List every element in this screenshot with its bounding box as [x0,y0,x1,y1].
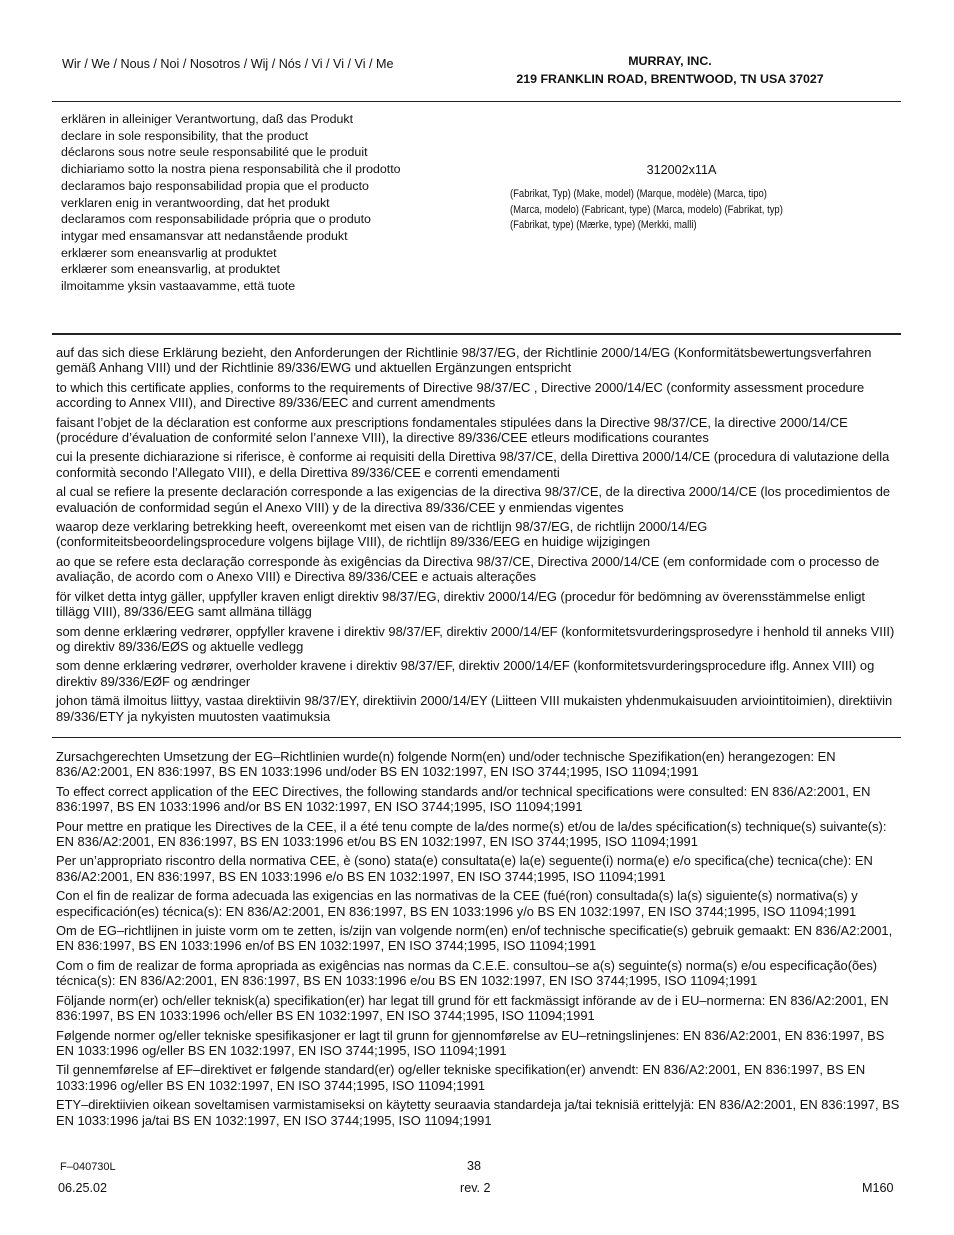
declaration-line: declare in sole responsibility, that the product [61,128,309,143]
conformity-paragraph: auf das sich diese Erklärung bezieht, den Anforderungen der Richtlinie 98/37/EG, der Richtlinie 2000/14/EG (Konformitätsbewertungsverfahren gemäß Anhang VIII) und der Richtlinie 89/336/EWG und aktuellen Ergänzungen entspricht [56,345,872,376]
section-divider [52,737,901,738]
declaration-line: declaramos bajo responsabilidad propia que el producto [61,178,369,193]
conformity-paragraph: ao que se refere esta declaração corresponde às exigências da Directiva 98/37/CE, Directiva 2000/14/CE (em conformidade com o processo de avaliação, de acordo com o Anexo VIII) e Directiva 89/336/CEE e actuais alterações [56,553,880,585]
standards-section [56,749,902,1132]
standards-paragraph: To effect correct application of the EEC Directives, the following standards and/or technical specifications were consulted: EN 836/A2:2001, EN 836:1997, BS EN 1033:1996 and/or BS EN 1032:1997, EN ISO 3744;1995, ISO 11094;1991 [56,783,871,815]
footer-model: M160 [862,1181,894,1195]
declaration-line: dichiariamo sotto la nostra piena responsabilità che il prodotto [61,162,401,177]
footer-revision: rev. 2 [460,1181,491,1195]
conformity-paragraph: som denne erklæring vedrører, oppfyller kravene i direktiv 98/37/EF, direktiv 2000/14/EF (konformitetsvurderingsprosedyre i henhold til anneks VIII) og direktiv 89/336/EØS og aktuelle vedlegg [56,623,895,654]
form-code: F–040730L [60,1161,116,1173]
conformity-paragraph: johon tämä ilmoitus liittyy, vastaa direktiivin 98/37/EY, direktiivin 2000/14/EY (Liitteen VIII mukaisten yhdenmukaisuuden arviointitoimien), direktiivin 89/336/ETY ja nykyisten muutosten vaatimuksia [56,693,893,724]
company-name: MURRAY, INC. [628,54,712,68]
model-label-line: (Fabrikat, type) (Mærke, type) (Merkki, malli) [510,219,697,231]
conformity-paragraph: cui la presente dichiarazione si riferisce, è conforme ai requisiti della Direttiva 98/37/CE, della Direttiva 2000/14/CE (procedura di valutazione della conformità secondo l’Allegato VIII), e della Direttiva 89/336/CEE e correnti emendamenti [56,449,890,480]
conformity-section [56,345,902,728]
header-divider [52,101,901,102]
model-labels [510,187,820,234]
standards-paragraph: Til gennemførelse af EF–direktivet er følgende standard(er) og/eller tekniske specifikation(er) anvendt: EN 836/A2:2001, EN 836:1997, BS EN 1033:1996 og/eller BS EN 1032:1997, EN ISO 3744;1995, ISO 11094;1991 [56,1062,866,1093]
standards-paragraph: ETY–direktiivien oikean soveltamisen varmistamiseksi on käytetty seuraavia standardeja ja/tai teknisiä erittelyjä: EN 836/A2:2001, EN 836:1997, BS EN 1033:1996 ja/tai BS EN 1032:1997, EN ISO 3744;1995, ISO 11094;1991 [56,1097,900,1128]
standards-paragraph: Følgende normer og/eller tekniske spesifikasjoner er lagt til grunn for gjennomførelse av EU–retningslinjenes: EN 836/A2:2001, EN 836:1997, BS EN 1033:1996 og/eller BS EN 1032:1997, EN ISO 3744;1995, ISO 11094;1991 [56,1027,885,1058]
conformity-paragraph: faisant l’objet de la déclaration est conforme aux prescriptions fondamentales stipulées dans la Directive 98/37/CE, la directive 2000/14/CE (procédure d’évaluation de conformité selon l’annexe VIII), la directive 89/336/CEE etleurs modifications courantes [56,414,848,446]
declaration-line: erklærer som eneansvarlig at produktet [61,245,277,260]
declaration-line: ilmoitamme yksin vastaavamme, että tuote [61,279,296,294]
footer-date: 06.25.02 [58,1181,108,1195]
standards-paragraph: Con el fin de realizar de forma adecuada las exigencias en las normativas de la CEE (fué(ron) consultada(s) la(s) siguiente(s) normativa(s) y especificación(es) técnica(s): EN 836/A2:2001, EN 836:1997, BS EN 1033:1996 y/o BS EN 1032:1997, EN ISO 3744;1995, ISO 11094;1991 [56,888,858,919]
section-divider-thick [52,333,901,335]
declaration-line: déclarons sous notre seule responsabilité que le produit [61,145,368,160]
model-label-line: (Marca, modelo) (Fabricant, type) (Marca, modelo) (Fabrikat, typ) [510,203,783,216]
conformity-paragraph: waarop deze verklaring betrekking heeft, overeenkomt met eisen van de richtlijn 98/37/EG, de richtlijn 2000/14/EG (conformiteitsbeoordelingsprocedure volgens bijlage VIII), de richtlijn 89/336/EEG en huidige wijzigingen [56,519,708,550]
declaration-line: verklaren enig in verantwoording, dat het produkt [61,195,330,210]
declaration-block [61,111,401,295]
company-address: 219 FRANKLIN ROAD, BRENTWOOD, TN USA 37027 [516,72,824,86]
conformity-paragraph: al cual se refiere la presente declaración corresponde a las exigencias de la directiva 98/37/CE, de la directiva 2000/14/CE (los procedimientos de evaluación de conformidad según el Anexo VIII) y de la directiva 89/336/CEE y enmiendas vigentes [56,484,891,515]
declaration-line: intygar med ensamansvar att nedanstående produkt [61,228,348,243]
model-label-line: (Fabrikat, Typ) (Make, model) (Marque, modèle) (Marca, tipo) [510,188,767,200]
conformity-paragraph: för vilket detta intyg gäller, uppfyller kraven enligt direktiv 98/37/EG, direktiv 2000/14/EG (procedur för bedömning av överensstämmelse enligt tillägg VIII), 89/336/EEG samt allmäna tillägg [56,588,865,620]
we-line: Wir / We / Nous / Noi / Nosotros / Wij / Nós / Vi / Vi / Vi / Me [62,57,394,71]
declaration-line: erklären in alleiniger Verantwortung, daß das Produkt [61,112,354,126]
standards-paragraph: Pour mettre en pratique les Directives de la CEE, il a été tenu compte de la/des norme(s) et/ou de la/des spécification(s) technique(s) suivante(s): EN 836/A2:2001, EN 836:1997, BS EN 1033:1996 et/ou BS EN 1032:1997, EN ISO 3744;1995, ISO 11094;1991 [56,818,887,850]
conformity-paragraph: som denne erklæring vedrører, overholder kravene i direktiv 98/37/EF, direktiv 2000/14/EF (konformitetsvurderingsprocedure iflg. Annex VIII) og direktiv 89/336/EØF og ændringer [56,658,875,689]
conformity-paragraph: to which this certificate applies, conforms to the requirements of Directive 98/37/EC , Directive 2000/14/EC (conformity assessment procedure according to Annex VIII), and Directive 89/336/EEC and current amendments [56,379,865,411]
declaration-line: erklærer som eneansvarlig, at produktet [61,262,281,277]
model-number: 312002x11A [646,163,717,177]
declaration-line: declaramos com responsabilidade própria que o produto [61,212,371,227]
standards-paragraph: Com o fim de realizar de forma apropriada as exigências nas normas da C.E.E. consultou–se a(s) seguinte(s) norma(s) e/ou especificação(ões) técnica(s): EN 836/A2:2001, EN 836:1997, BS EN 1033:1996 e/ou BS EN 1032:1997, EN ISO 3744;1995, ISO 11094;1991 [56,957,878,989]
standards-paragraph: Följande norm(er) och/eller teknisk(a) specifikation(er) har legat till grund för ett fackmässigt införande av de i EU–normerna: EN 836/A2:2001, EN 836:1997, BS EN 1033:1996 och/eller BS EN 1032:1997, EN ISO 3744;1995, ISO 11094;1991 [56,992,889,1024]
model-underline [510,181,853,182]
standards-paragraph: Per un’appropriato riscontro della normativa CEE, è (sono) stata(e) consultata(e) la(e) seguente(i) norma(e) e/o specifica(che) tecnica(che): EN 836/A2:2001, EN 836:1997, BS EN 1033:1996 e/o BS EN 1032:1997, EN ISO 3744;1995, ISO 11094;1991 [56,853,873,884]
standards-paragraph: Om de EG–richtlijnen in juiste vorm om te zetten, is/zijn van volgende norm(en) en/of technische specificatie(s) gebruik gemaakt: EN 836/A2:2001, EN 836:1997, BS EN 1033:1996 en/of BS EN 1032:1997, EN ISO 3744;1995, ISO 11094;1991 [56,923,893,954]
standards-paragraph: Zursachgerechten Umsetzung der EG–Richtlinien wurde(n) folgende Norm(en) und/oder technische Spezifikation(en) herangezogen: EN 836/A2:2001, EN 836:1997, BS EN 1033:1996 und/oder BS EN 1032:1997, EN ISO 3744;1995, ISO 11094;1991 [56,749,836,780]
page-number: 38 [467,1159,482,1173]
